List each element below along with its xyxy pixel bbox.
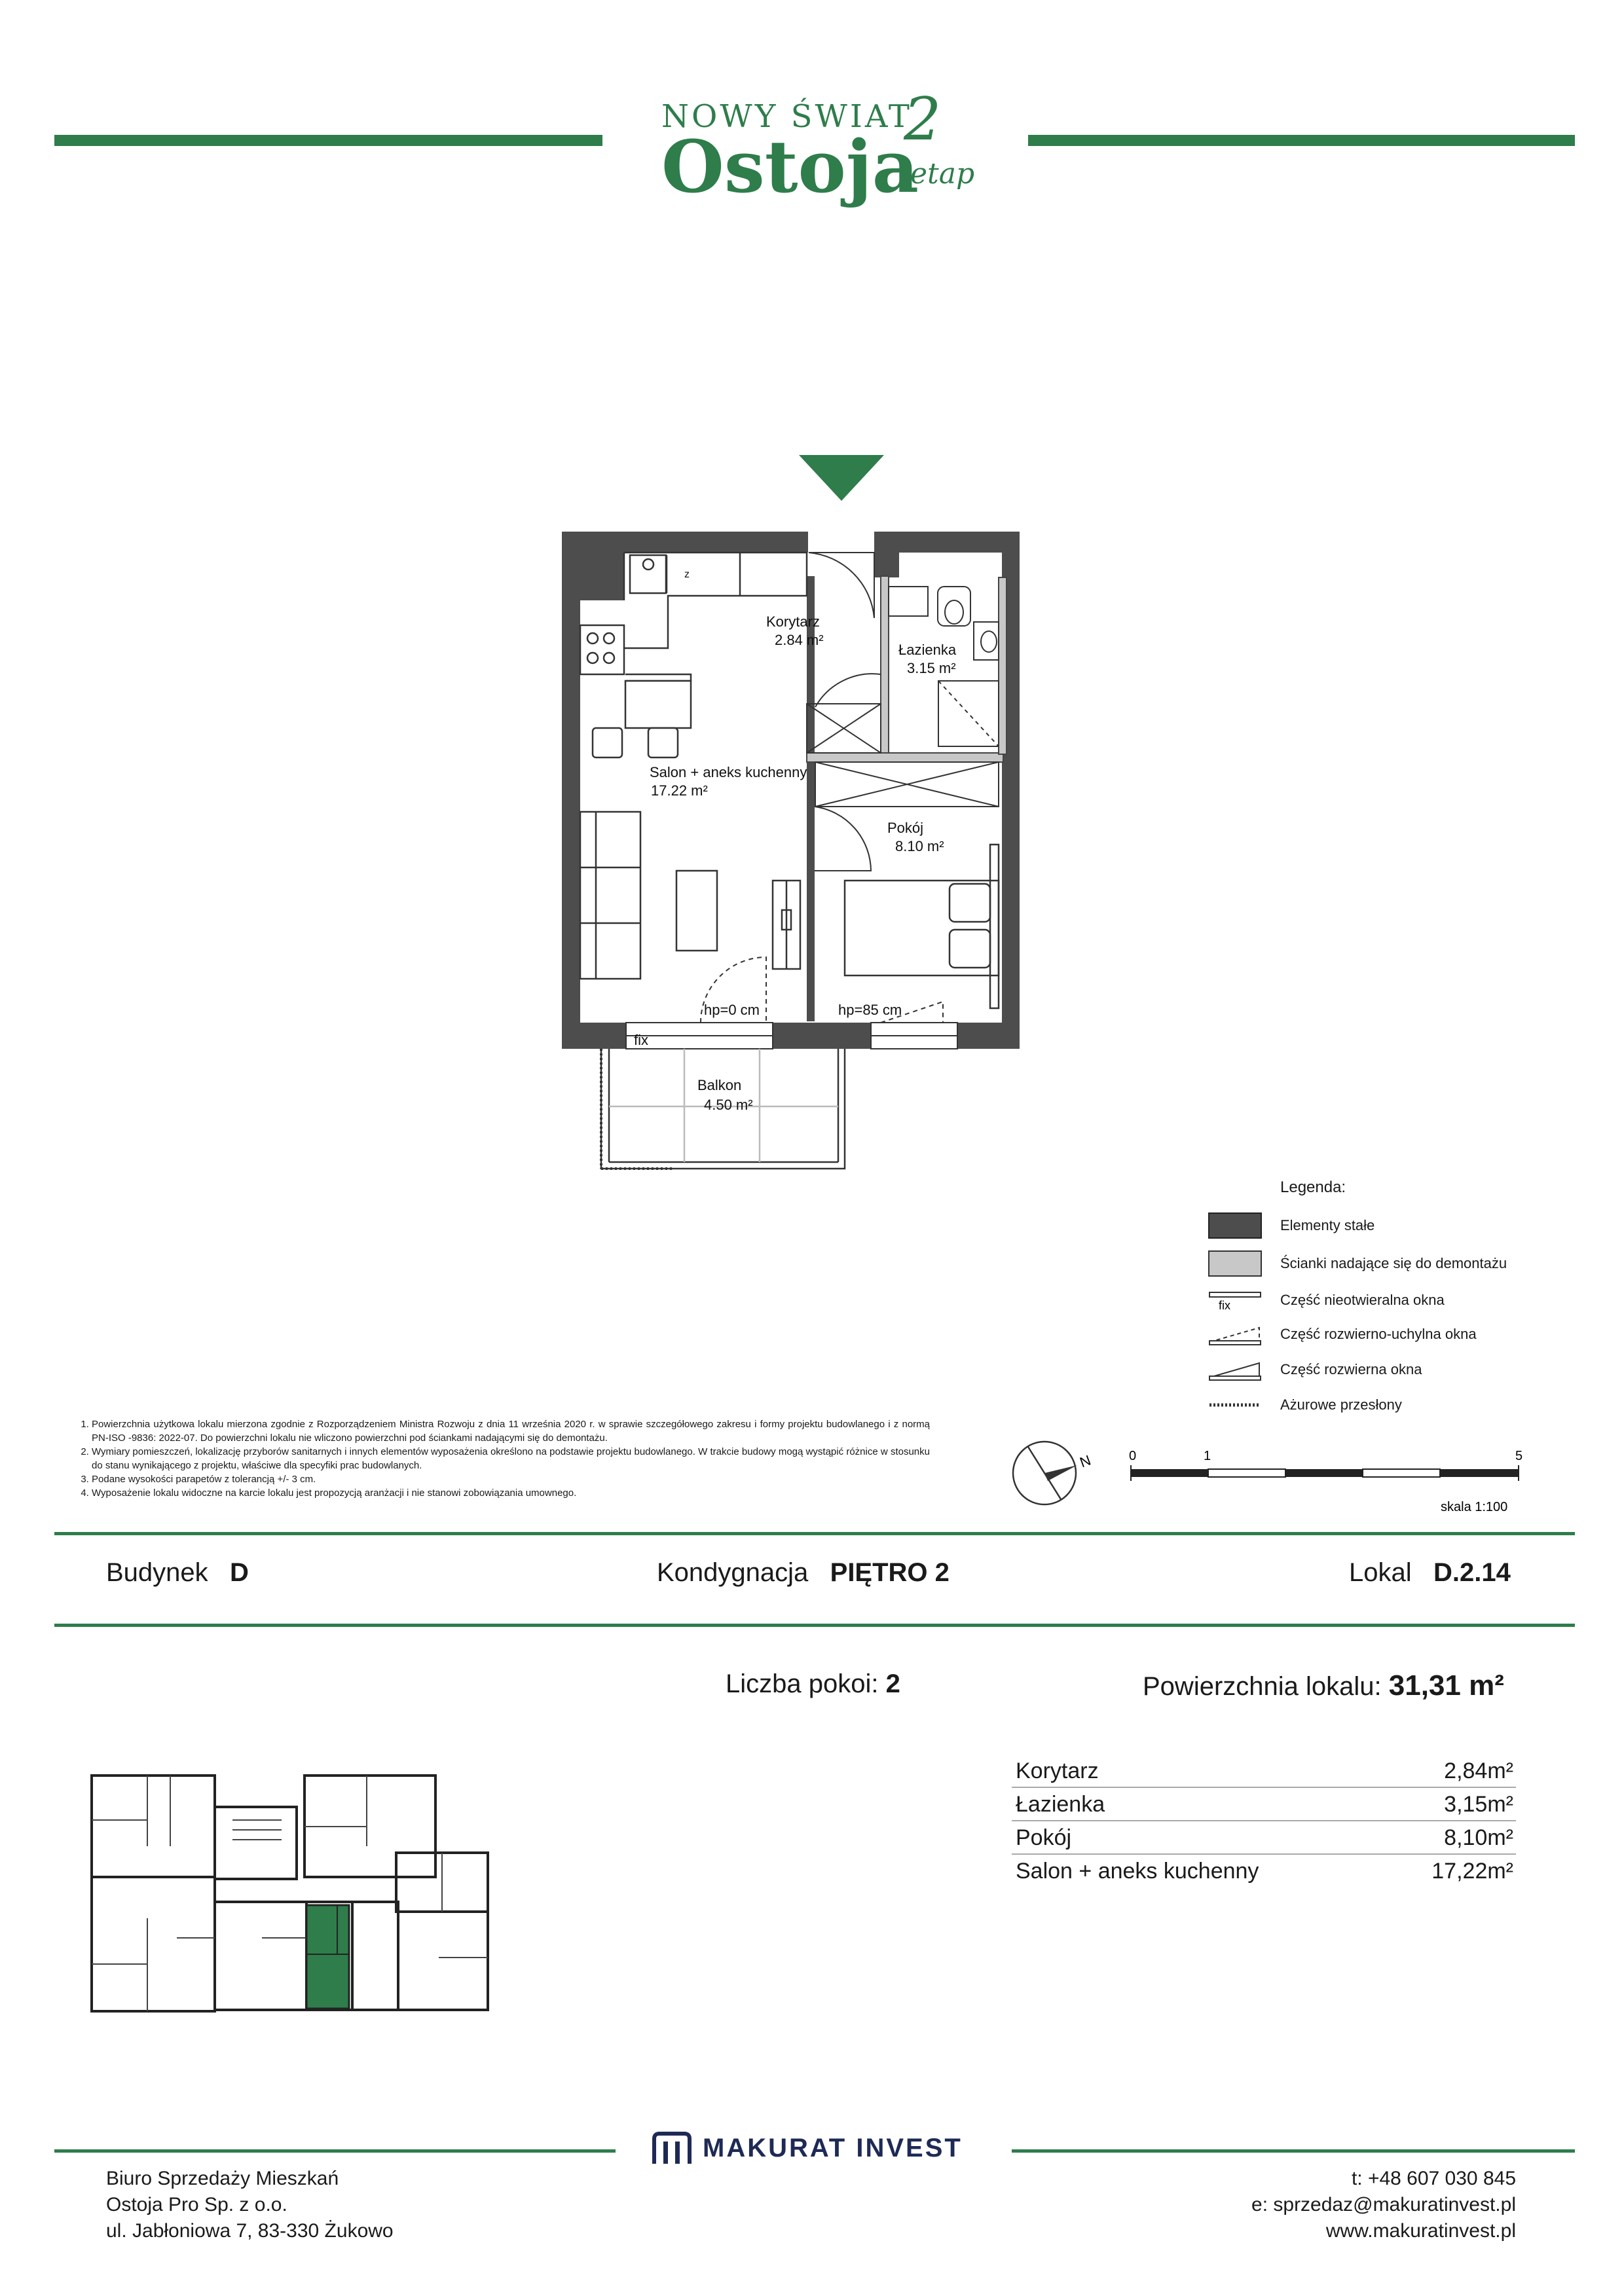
bathroom-door — [815, 674, 881, 707]
room-area-living: 17.22 m² — [651, 782, 708, 799]
unit-area-value: 31,31 m² — [1388, 1669, 1504, 1702]
room-label-living: Salon + aneks kuchenny — [650, 764, 807, 780]
room-count-value: 2 — [885, 1669, 900, 1698]
legend-item-fixed-window — [1208, 1286, 1445, 1315]
bedroom-bed — [845, 845, 999, 1008]
website-link[interactable]: www.makuratinvest.pl — [1325, 2220, 1516, 2242]
key-plan — [85, 1768, 498, 2030]
table-row — [1012, 1854, 1516, 1887]
room-value: 2,84m² — [1384, 1755, 1516, 1787]
room-count — [726, 1669, 900, 1699]
fix-tag: fix — [1219, 1299, 1230, 1312]
table-row — [1012, 1787, 1516, 1821]
lattice-icon — [1208, 1392, 1262, 1418]
room-name: Salon + aneks kuchenny — [1016, 1859, 1259, 1884]
footnote: 4. Wyposażenie lokalu widoczne na karcie lokalu jest propozycją aranżacji i nie stanowi zobowiązania umownego. — [92, 1486, 930, 1500]
office-line: Ostoja Pro Sp. z o.o. — [106, 2194, 287, 2215]
compass-icon — [1008, 1434, 1107, 1512]
room-area-bathroom: 3.15 m² — [907, 660, 956, 676]
room-name: Pokój — [1012, 1821, 1384, 1854]
room-area-corridor: 2.84 m² — [775, 632, 824, 648]
office-line: ul. Jabłoniowa 7, 83-330 Żukowo — [106, 2220, 394, 2242]
office-line: Biuro Sprzedaży Mieszkań — [106, 2168, 339, 2189]
legend-item-swing-window — [1208, 1355, 1422, 1384]
footnote: 1. Powierzchnia użytkowa lokalu mierzona zgodnie z Rozporządzeniem Ministra Rozwoju z dnia 11 września 2020 r. w sprawie szczegółowego zakresu i formy projektu budowlanego i z normą PN-ISO -9836: 2022-07. Do powierzchni lokalu nie wliczono powierzchni pod ściankami nadającymi się do demontażu. — [92, 1417, 930, 1445]
room-count-label: Liczba pokoi: — [726, 1669, 879, 1698]
building-value: D — [230, 1558, 249, 1587]
sales-office — [106, 2166, 394, 2244]
legend-label: Część rozwierna okna — [1280, 1361, 1422, 1377]
room-value: 3,15m² — [1384, 1787, 1516, 1821]
legend-item-tilt-window — [1208, 1320, 1477, 1349]
legend-item-lattice — [1208, 1391, 1402, 1419]
swing-window-icon — [1208, 1357, 1262, 1383]
legend-label: Ścianki nadające się do demontażu — [1280, 1255, 1507, 1271]
legend-label: Część rozwierno-uchylna okna — [1280, 1326, 1477, 1342]
room-label-bedroom: Pokój — [887, 820, 924, 836]
legend-label: Ażurowe przesłony — [1280, 1396, 1402, 1413]
north-label: N — [1077, 1451, 1094, 1471]
unit-value: D.2.14 — [1433, 1558, 1511, 1587]
brand-line1: NOWY ŚWIAT — [661, 98, 912, 135]
fridge-mark: z — [684, 569, 690, 580]
room-label-bathroom: Łazienka — [898, 642, 957, 658]
room-area-table — [1012, 1755, 1516, 1887]
scale-tick-1: 1 — [1204, 1449, 1211, 1463]
room-value: 17,22m² — [1431, 1859, 1513, 1884]
sill-height-living: hp=0 cm — [704, 1002, 760, 1018]
email-link[interactable]: e: sprzedaz@makuratinvest.pl — [1251, 2194, 1516, 2215]
room-name: Korytarz — [1012, 1755, 1384, 1787]
contact-info — [1251, 2166, 1516, 2244]
footnote: 2. Wymiary pomieszczeń, lokalizację przyborów sanitarnych i innych elementów wyposażenia określono na podstawie projektu budowlanego. W trakcie budowy mogą wystąpić różnice w stosunku do stanu wynikającego z projektu, właściwe dla specyfiki prac budowlanych. — [92, 1445, 930, 1472]
scale-tick-5: 5 — [1515, 1449, 1523, 1463]
table-row — [1012, 1755, 1516, 1787]
legend-item-demountable — [1208, 1249, 1507, 1278]
entrance-arrow-icon — [799, 455, 884, 501]
bar-stools — [593, 728, 678, 757]
building-label: Budynek — [106, 1558, 208, 1587]
room-name: Łazienka — [1012, 1787, 1384, 1821]
legend-label: Elementy stałe — [1280, 1217, 1375, 1233]
highlighted-unit — [306, 1905, 349, 2009]
unit-info — [1349, 1558, 1511, 1588]
room-door — [815, 807, 871, 871]
sill-height-bedroom: hp=85 cm — [838, 1002, 902, 1018]
floor-value: PIĘTRO 2 — [830, 1558, 950, 1587]
room-area-bedroom: 8.10 m² — [895, 838, 944, 854]
phone-link[interactable]: t: +48 607 030 845 — [1351, 2168, 1516, 2189]
swatch-light — [1208, 1250, 1262, 1277]
brand-name: Ostoja — [661, 124, 919, 209]
room-area-balcony: 4.50 m² — [704, 1097, 753, 1113]
info-rule-top — [54, 1532, 1575, 1535]
structural-walls — [562, 532, 1020, 1049]
fixed-window-label: fix — [634, 1032, 648, 1048]
legend-item-fixed-elements — [1208, 1211, 1375, 1240]
tilt-window-icon — [1208, 1321, 1262, 1347]
scale-label: skala 1:100 — [1441, 1500, 1508, 1514]
living-furniture — [580, 812, 800, 979]
company-logo — [652, 2131, 963, 2165]
floor-info — [657, 1558, 950, 1588]
table-row — [1012, 1821, 1516, 1854]
makurat-logo-icon — [652, 2131, 692, 2165]
footer-rule-right — [1012, 2149, 1575, 2153]
building-info — [106, 1558, 249, 1588]
legend-label: Część nieotwieralna okna — [1280, 1292, 1445, 1308]
floor-label: Kondygnacja — [657, 1558, 809, 1587]
room-label-corridor: Korytarz — [766, 613, 820, 630]
brand-stage-word: etap — [910, 157, 975, 191]
footnote: 3. Podane wysokości parapetów z tolerancją +/- 3 cm. — [92, 1472, 930, 1486]
swatch-dark — [1208, 1212, 1262, 1239]
unit-area-label: Powierzchnia lokalu: — [1143, 1672, 1382, 1701]
footer-rule-left — [54, 2149, 616, 2153]
entry-door — [809, 553, 874, 618]
room-label-balcony: Balkon — [697, 1077, 742, 1093]
legend-title: Legenda: — [1280, 1178, 1346, 1196]
footnotes — [72, 1417, 930, 1500]
brand-stage-number: 2 — [904, 85, 942, 154]
unit-area — [1143, 1669, 1504, 1702]
scale-tick-0: 0 — [1129, 1449, 1137, 1463]
info-rule-bottom — [54, 1624, 1575, 1627]
scale-bar — [1120, 1440, 1539, 1519]
fixed-window-icon — [1208, 1287, 1262, 1313]
unit-label: Lokal — [1349, 1558, 1412, 1587]
company-name: MAKURAT INVEST — [703, 2133, 963, 2162]
room-value: 8,10m² — [1384, 1821, 1516, 1854]
